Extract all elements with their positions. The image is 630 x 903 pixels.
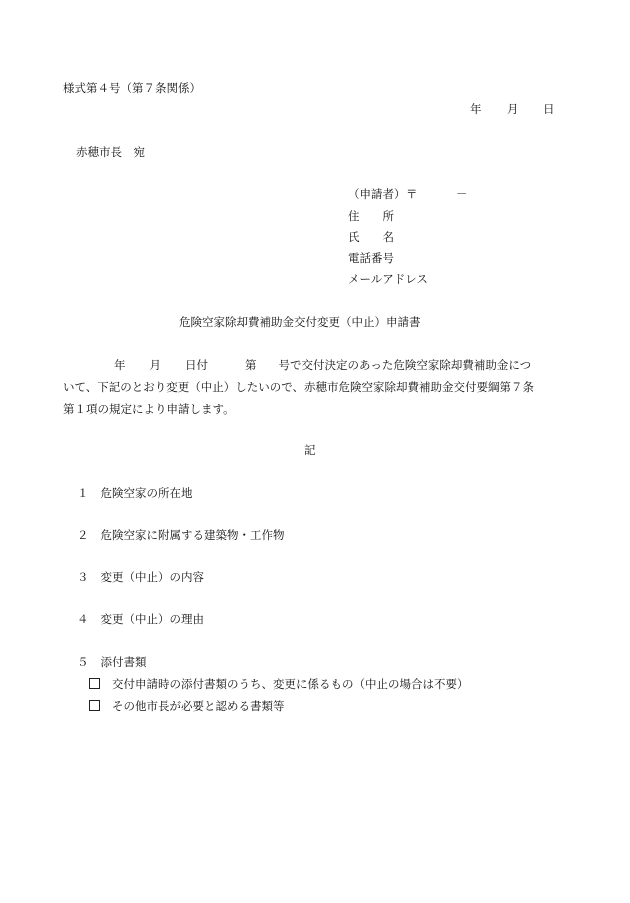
- item-number: １: [77, 486, 89, 500]
- applicant-heading: （申請者）: [348, 187, 406, 201]
- addressee: 赤穂市長 宛: [76, 145, 145, 159]
- item-1: [77, 488, 193, 500]
- applicant-phone-label: 電話番号: [348, 251, 394, 265]
- ki-heading: 記: [304, 443, 316, 457]
- applicant-address-label: 住 所: [348, 209, 394, 223]
- item-4: [77, 614, 204, 626]
- body-dai: 第: [245, 358, 257, 372]
- item-number: ２: [77, 528, 89, 542]
- item-label: 危険空家に附属する建築物・工作物: [100, 528, 285, 542]
- body-line-3: 第１項の規定により申請します。: [63, 402, 235, 416]
- item-number: ５: [77, 655, 89, 669]
- item-2: [77, 530, 285, 542]
- body-month: 月: [149, 358, 161, 372]
- item-label: 危険空家の所在地: [100, 486, 193, 500]
- item-number: ４: [77, 612, 89, 626]
- postal-mark: 〒: [406, 187, 418, 201]
- attachment-item: [89, 678, 469, 691]
- applicant-name-label: 氏 名: [348, 230, 394, 244]
- document-title: 危険空家除却費補助金交付変更（中止）申請書: [179, 315, 421, 329]
- date-year: 年: [470, 102, 482, 116]
- item-label: 変更（中止）の理由: [100, 612, 204, 626]
- body-line-2: いて、下記のとおり変更（中止）したいので、赤穂市危険空家除却費補助金交付要綱第７条: [63, 380, 535, 394]
- attachment-label: その他市長が必要と認める書類等: [112, 699, 285, 713]
- attachment-item: [89, 700, 285, 713]
- form-number: 様式第４号（第７条関係）: [63, 81, 201, 95]
- item-number: ３: [77, 570, 89, 584]
- date-day: 日: [543, 102, 555, 116]
- body-year: 年: [114, 358, 126, 372]
- body-line-1: [63, 354, 575, 376]
- item-3: [77, 572, 204, 584]
- item-label: 変更（中止）の内容: [100, 570, 204, 584]
- body-line1-rest: 号で交付決定のあった危険空家除却費補助金につ: [278, 358, 532, 372]
- checkbox-icon: [89, 700, 100, 711]
- body-day: 日付: [185, 358, 208, 372]
- attachment-label: 交付申請時の添付書類のうち、変更に係るもの（中止の場合は不要）: [112, 677, 469, 691]
- postal-dash: －: [456, 187, 468, 201]
- item-label: 添付書類: [100, 655, 147, 669]
- applicant-email-label: メールアドレス: [348, 272, 428, 286]
- body-paragraph: [63, 354, 575, 420]
- item-5: [77, 657, 147, 669]
- date-month: 月: [507, 102, 519, 116]
- checkbox-icon: [89, 678, 100, 689]
